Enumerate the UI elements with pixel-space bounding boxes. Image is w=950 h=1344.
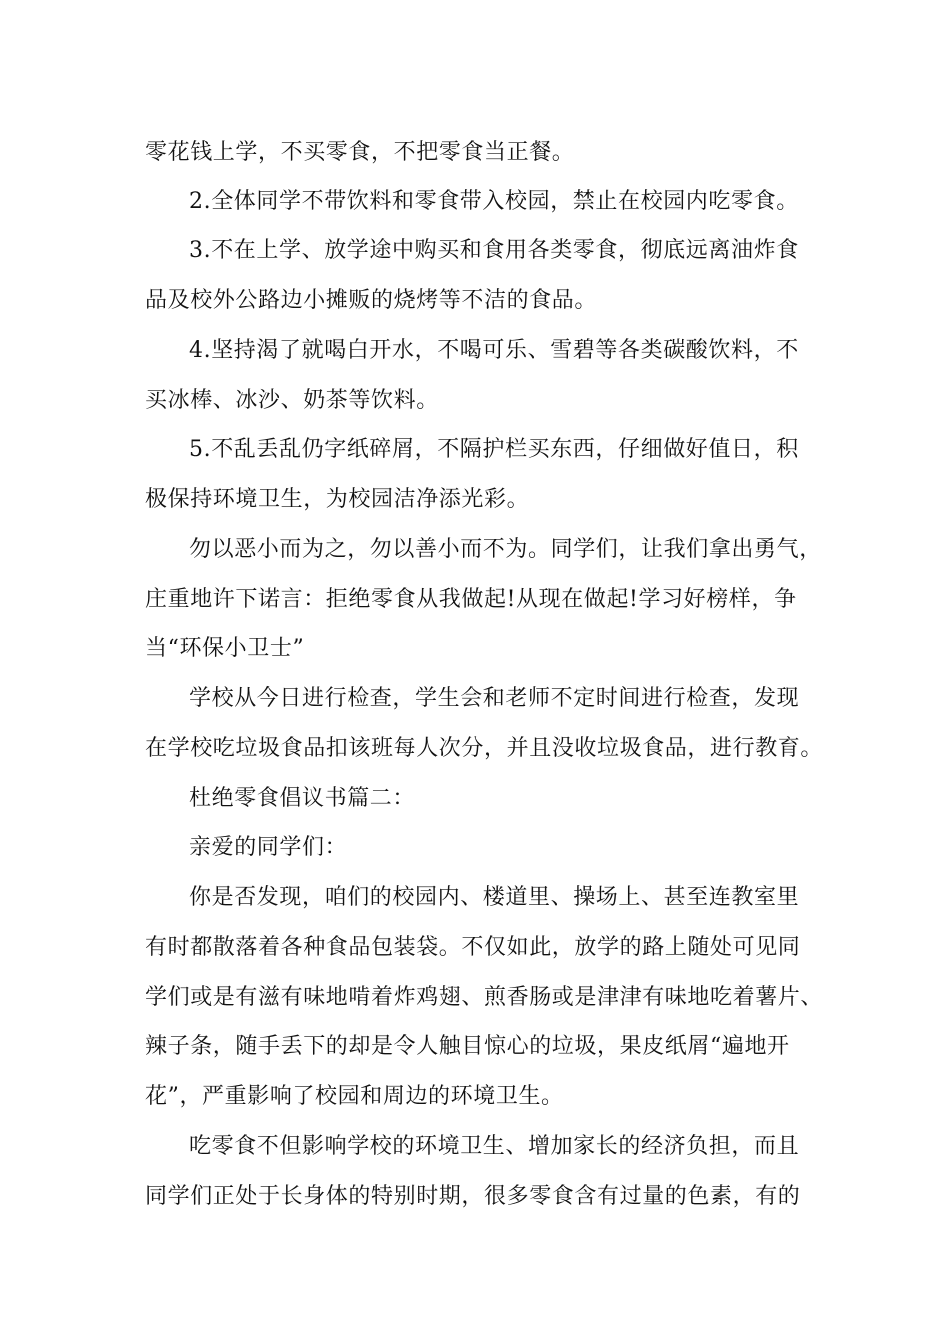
text-line: 学校从今日进行检查，学生会和老师不定时间进行检查，发现: [189, 686, 800, 711]
text-line: 庄重地许下诺言：拒绝零食从我做起!从现在做起!学习好榜样，争: [145, 587, 797, 612]
text-line: 4.坚持渴了就喝白开水，不喝可乐、雪碧等各类碳酸饮料，不: [189, 338, 799, 363]
section-heading: 杜绝零食倡议书篇二：: [189, 786, 416, 811]
text-line: 在学校吃垃圾食品扣该班每人次分，并且没收垃圾食品，进行教育。: [145, 736, 824, 761]
text-line: 有时都散落着各种食品包装袋。不仅如此，放学的路上随处可见同: [145, 935, 801, 960]
text-line: 极保持环境卫生，为校园洁净添光彩。: [145, 487, 530, 512]
text-line: 吃零食不但影响学校的环境卫生、增加家长的经济负担，而且: [189, 1134, 800, 1159]
text-line: 零花钱上学，不买零食，不把零食当正餐。: [145, 140, 575, 165]
text-line: 2.全体同学不带饮料和零食带入校园，禁止在校园内吃零食。: [189, 189, 799, 214]
text-line: 品及校外公路边小摊贩的烧烤等不洁的食品。: [145, 288, 598, 313]
salutation: 亲爱的同学们：: [189, 835, 348, 860]
text-line: 同学们正处于长身体的特别时期，很多零食含有过量的色素，有的: [145, 1184, 801, 1209]
text-line: 买冰棒、冰沙、奶茶等饮料。: [145, 388, 439, 413]
text-line: 勿以恶小而为之，勿以善小而不为。同学们，让我们拿出勇气，: [189, 537, 822, 562]
text-line: 3.不在上学、放学途中购买和食用各类零食，彻底远离油炸食: [189, 238, 799, 263]
text-line: 花”，严重影响了校园和周边的环境卫生。: [145, 1084, 564, 1109]
text-line: 5.不乱丢乱仍字纸碎屑，不隔护栏买东西，仔细做好值日，积: [189, 437, 799, 462]
text-line: 辣子条，随手丢下的却是令人触目惊心的垃圾，果皮纸屑“遍地开: [145, 1034, 790, 1059]
text-line: 当“环保小卫士”: [145, 636, 305, 661]
text-line: 你是否发现，咱们的校园内、楼道里、操场上、甚至连教室里: [189, 885, 800, 910]
text-line: 学们或是有滋有味地啃着炸鸡翅、煎香肠或是津津有味地吃着薯片、: [145, 985, 824, 1010]
